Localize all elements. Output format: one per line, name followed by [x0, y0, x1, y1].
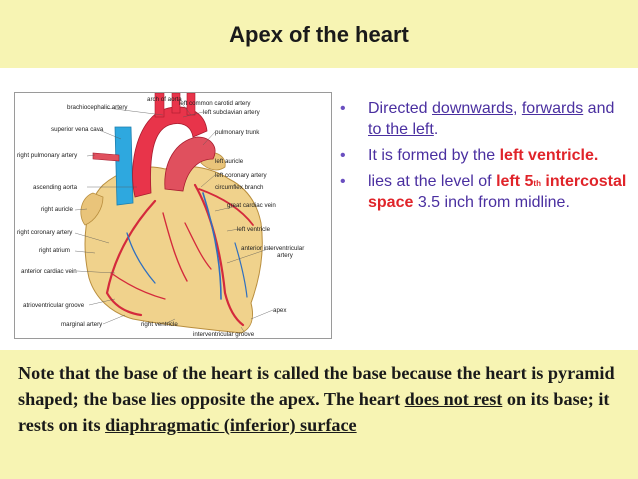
- label-right-coronary: right coronary artery: [17, 229, 73, 236]
- heart-diagram: [14, 92, 332, 339]
- bullet-text-part: .: [433, 121, 439, 138]
- bullet-dot-icon: •: [340, 173, 346, 190]
- label-great-cardiac-vein: great cardiac vein: [227, 202, 276, 209]
- label-apex: apex: [273, 307, 287, 314]
- note-text-part: on its base; it rests on its: [18, 389, 610, 435]
- label-right-auricle: right auricle: [41, 206, 73, 213]
- label-av-groove: atrioventricular groove: [23, 302, 85, 309]
- note-text-part: Note that the base of the heart is called the base because the heart is pyramid shaped; the base lies opposite the apex. The heart: [18, 363, 615, 409]
- label-anterior-interventricular: anterior interventricular artery: [241, 245, 305, 259]
- bullet-text-part: intercostal space: [368, 173, 627, 211]
- bullet-text-part: Directed: [368, 100, 433, 117]
- label-right-ventricle: right ventricle: [141, 321, 178, 328]
- label-left-common-carotid: left common carotid artery: [179, 100, 251, 107]
- bullet-text-part: to the left: [368, 121, 434, 138]
- bullet-text-part: and: [583, 100, 615, 117]
- note-paragraph: [18, 360, 628, 438]
- label-ascending-aorta: ascending aorta: [33, 184, 78, 191]
- bullet-text-part: forwards: [521, 100, 584, 117]
- bullet-text-part: downwards: [432, 100, 513, 117]
- bullet-dot-icon: •: [340, 147, 346, 164]
- bullet-text-part: It is formed by the: [368, 147, 500, 164]
- label-interventricular-groove: interventricular groove: [193, 331, 255, 338]
- note-text-part: diaphragmatic (inferior) surface: [105, 415, 357, 435]
- bullet-text-part: 3.5 inch from midline: [413, 194, 566, 211]
- bullet-text-part: left 5: [496, 173, 534, 190]
- note-text-part: does not rest: [404, 389, 503, 409]
- bullet-item: [340, 145, 632, 166]
- label-right-atrium: right atrium: [39, 247, 70, 254]
- bullet-item: [340, 171, 632, 213]
- label-arch-of-aorta: arch of aorta: [147, 96, 182, 103]
- bullet-dot-icon: •: [340, 100, 346, 117]
- label-anterior-cardiac-vein: anterior cardiac vein: [21, 268, 77, 275]
- heart-illustration: [15, 93, 331, 338]
- label-right-pulmonary: right pulmonary artery: [17, 152, 78, 159]
- bullet-text-part: lies at the level of: [368, 173, 497, 190]
- bullet-text-part: .: [565, 194, 570, 211]
- label-circumflex: circumflex branch: [215, 184, 264, 191]
- slide-title: Apex of the heart: [229, 22, 409, 47]
- superior-vena-cava-shape: [115, 127, 133, 205]
- bullet-text-part: left ventricle.: [499, 147, 599, 164]
- bullet-text-part: ,: [512, 100, 522, 117]
- label-left-ventricle: left ventricle: [237, 226, 271, 233]
- bullet-list: [340, 98, 632, 218]
- label-left-subclavian: left subclavian artery: [203, 109, 260, 116]
- label-brachiocephalic: brachiocephalic artery: [67, 104, 128, 111]
- label-left-auricle: left auricle: [215, 158, 244, 165]
- label-superior-vena-cava: superior vena cava: [51, 126, 104, 133]
- label-left-coronary: left coronary artery: [215, 172, 267, 179]
- bullet-text-part: th: [533, 179, 541, 188]
- label-pulmonary-trunk: pulmonary trunk: [215, 129, 260, 136]
- label-marginal-artery: marginal artery: [61, 321, 103, 328]
- bullet-item: [340, 98, 632, 140]
